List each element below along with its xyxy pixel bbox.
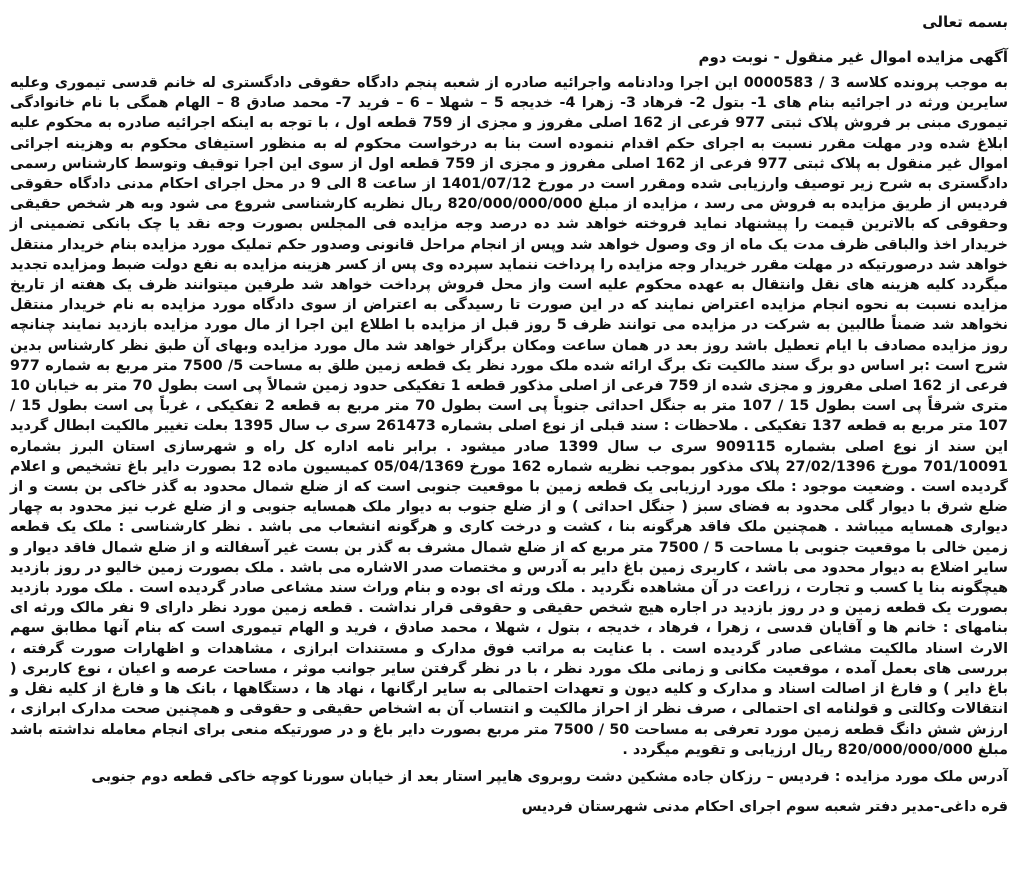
notice-body: به موجب پرونده کلاسه 3 / 0000583 این اجرا ودادنامه واجرائیه صادره از شعبه پنجم دادگاه حقوقی دادگستری له خانم قدسی تیموری وعلیه سایرین ورثه در اجرائیه بنام های 1- بتول 2- فرهاد 3- زهرا 4- خدیجه 5 – شهلا – 6 – فرید 7- محمد صادق 8 – الهام همگی با نام خانوادگی تیموری مبنی بر فروش پلاک ثبتی 977 فرعی از 162 اصلی مفروز و مجزی از 759 قطعه اول ، با توجه به اینکه اجرائیه صادره به محکوم علیه ابلاغ شده ودر مهلت مقرر نسبت به اجرای حکم اقدام ننموده است بنا به درخواست محکوم له به منظور استیفای محکوم به وهزینه اجرائی اموال غیر منقول به پلاک ثبتی 977 فرعی از 162 اصلی مفروز و مجزی از 759 قطعه اول از سوی این اجرا توقیف وتوسط کارشناس رسمی دادگستری به شرح زیر توصیف وارزیابی شده ومقرر است در مورخ 1401/07/12 از ساعت 8 الی 9 در محل اجرای احکام مدنی دادگاه حقوقی فردیس از طریق مزایده به فروش می رسد ، مزایده از مبلغ 820/000/000/000 ریال نظریه کارشناسی شروع می شود وبه هر شخص حقیقی وحقوقی که بالاترین قیمت را پیشنهاد نماید فروخته خواهد شد ده درصد وجه مزایده فی المجلس بصورت وجه نقد یا چک بانکی تضمینی از خریدار اخذ والباقی ظرف مدت یک ماه از وی وصول خواهد شد وپس از انجام مراحل قانونی وصدور حکم تملیک مورد مزایده بنام خریدار منتقل خواهد شد درصورتیکه در مهلت مقرر خریدار وجه مزایده را پرداخت ننماید سپرده وی پس از کسر هزینه مزایده به نفع دولت ضبط ومزایده تجدید میگردد کلیه هزینه های نقل وانتقال به عهده محکوم علیه است واز محل فروش پرداخت خواهد شد طرفین میتوانند ظرف یک هفته از تاریخ مزایده نسبت به نحوه انجام مزایده اعتراض نمایند که در این صورت تا رسیدگی به اعتراض از سوی دادگاه مورد مزایده به نام خریدار منتقل نخواهد شد ضمناً طالبین به شرکت در مزایده می توانند ظرف 5 روز قبل از مزایده با اطلاع این اجرا از مال مورد مزایده بازدید نمایند چنانچه روز مزایده مصادف با ایام تعطیل باشد روز بعد در همان ساعت ومکان برگزار خواهد شد مال مورد مزایده وبهای آن طبق نظر کارشناس بدین شرح است :بر اساس دو برگ سند مالکیت تک برگ ارائه شده ملک مورد نظر یک قطعه زمین طلق به مساحت 5/ 7500 متر مربع به شماره 977 فرعی از 162 اصلی مفروز و مجزی شده از 759 فرعی از اصلی مذکور قطعه 1 تفکیکی حدود زمین شمالاً پی است بطول 70 متر به خیابان 10 متری شرقاً پی است بطول 15 / 107 متر به جنگل احداثی جنوباً پی است بطول 70 متر مربع به قطعه 2 تفکیکی ، غرباً پی است بطول 15 / 107 متر مربع به قطعه 137 تفکیکی . ملاحظات : سند قبلی از نوع اصلی بشماره 261473 سری ب سال 1395 بعلت تغییر مالکیت ابطال گردید این سند از نوع اصلی بشماره 909115 سری ب سال 1399 صادر میشود . برابر نامه اداره کل راه و شهرسازی استان البرز بشماره 701/10091 مورخ 27/02/1396 پلاک مذکور بموجب نظریه شماره 162 مورخ 05/04/1369 کمیسیون ماده 12 بصورت دایر باغ تشخیص و اعلام گردیده است . وضعیت موجود : ملک مورد ارزیابی یک قطعه زمین با موقعیت جنوبی است که از ضلع شمال محدود به گذر خاکی بن بست و از ضلع شرق با دیوار گلی محدود به فضای سبز ( جنگل احداثی ) و از ضلع جنوب به دیوار ملک همسایه جنوبی و از ضلع غرب نیز محدود به چهار دیواری همسایه میباشد . همچنین ملک فاقد هرگونه بنا ، کشت و درخت کاری و هرگونه انشعاب می باشد . نظر کارشناسی : ملک یک قطعه زمین خالی با موقعیت جنوبی با مساحت 5 / 7500 متر مربع که از ضلع شمال مشرف به گذر بن بست غیر آسفالته و از ضلع شمال فاقد دیوار و سایر اضلاع به دیوار محدود می باشد ، کاربری زمین باغ دایر به آدرس و مختصات صدر الاشاره می باشد . ملک بصورت زمین خالیو در روز بازدید هیچگونه بنا یا کسب و تجارت ، زراعت در آن مشاهده نگردید . ملک ورثه ای بوده و بنام وراث سند مشاعی صادر گردیده است . ملک مورد بازدید بصورت یک قطعه زمین و در روز بازدید در اجاره هیچ شخص حقیقی و حقوقی قرار نداشت . قطعه زمین مورد نظر دارای 9 نفر مالک ورثه ای بنامهای : خانم ها و آقایان قدسی ، زهرا ، فرهاد ، خدیجه ، بتول ، شهلا ، محمد صادق ، فرید و الهام تیموری است که بنام آنها مطابق سهم الارث اسناد مالکیت مشاعی صادر گردیده است . با عنایت به مراتب فوق مدارک و مستندات ابرازی ، مشاهدات و اظهارات صورت گرفته ، بررسی های بعمل آمده ، موقعیت مکانی و زمانی ملک مورد نظر ، با در نظر گرفتن سایر جوانب موثر ، مساحت عرصه و اعیان ، نوع کاربری ( باغ دایر ) و فارغ از اصالت اسناد و مدارک و کلیه دیون و تعهدات احتمالی به سایر ارگانها ، نهاد ها ، دستگاهها ، بانک ها و فارغ از کلیه نقل و انتقالات وکالتی و قولنامه ای احتمالی ، صرف نظر از احراز مالکیت و انتساب آن به اشخاص حقیقی و حقوقی و همچنین صحت مدارک ابرازی ، ارزش شش دانگ قطعه زمین مورد تعرفی به مساحت 50 / 7500 متر مربع بصورت دایر باغ و در صورتیکه منعی برای انجام معامله نداشته باشد مبلغ 820/000/000/000 ریال ارزیابی و تقویم میگردد .: [10, 75, 1009, 758]
property-address: آدرس ملک مورد مزایده : فردیس – رزکان جاده مشکین دشت روبروی هایپر استار بعد از خیابان سورنا کوچه خاکی قطعه دوم جنوبی: [91, 768, 1008, 785]
office-signature: قره داغی-مدیر دفتر شعبه سوم اجرای احکام مدنی شهرستان فردیس: [521, 798, 1008, 815]
notice-title: آگهی مزایده اموال غیر منقول - نوبت دوم: [698, 48, 1008, 66]
header-basmalah: بسمه تعالی: [922, 13, 1008, 31]
